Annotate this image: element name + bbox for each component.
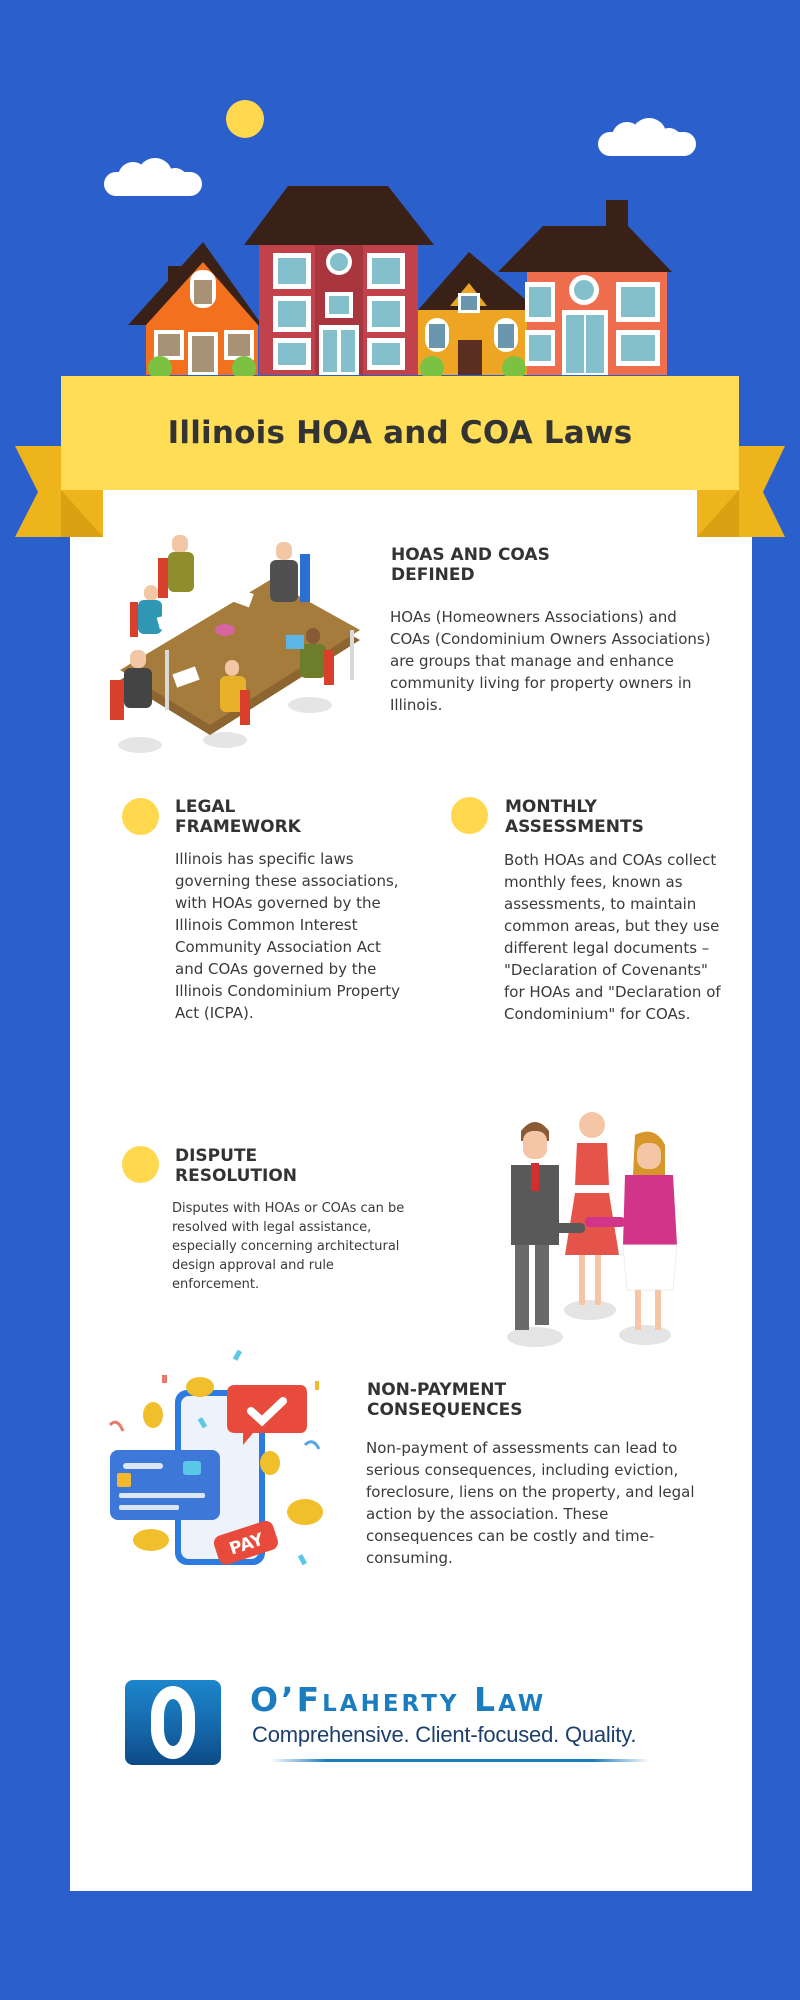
firm-tagline: Comprehensive. Client-focused. Quality.: [252, 1722, 637, 1747]
section-body-legal: Illinois has specific laws governing these associations, with HOAs governed by the Illinois Common Interest Community Association Act and COAs governed by the Illinois Condominium Property Act (ICPA).: [175, 850, 401, 1022]
section-heading-dispute: DISPUTE RESOLUTION: [175, 1146, 298, 1186]
mobile-payment-illustration: [105, 1345, 330, 1575]
section-heading-defined: HOAS AND COAS DEFINED: [391, 545, 550, 585]
section-heading-legal: LEGAL FRAMEWORK: [175, 797, 301, 837]
pay-label: PAY: [226, 1529, 267, 1560]
houses-illustration: [0, 0, 800, 380]
logo-letter-o-icon: [151, 1686, 195, 1759]
red-townhouse-icon: [244, 186, 434, 375]
orange-house-icon: [128, 242, 262, 380]
section-body-non-payment: Non-payment of assessments can lead to serious consequences, including eviction, foreclosure, liens on the property, and legal action by the association. These consequences can be costly and time-consuming.: [366, 1439, 695, 1567]
page-title: Illinois HOA and COA Laws: [167, 415, 633, 451]
section-body-dispute: Disputes with HOAs or COAs can be resolved with legal assistance, especially concerning architectural design approval and rule enforcement.: [172, 1201, 405, 1292]
firm-logo-mark: [125, 1680, 221, 1765]
section-body-assessments: Both HOAs and COAs collect monthly fees, known as assessments, to maintain common areas, but they use different legal documents – "Declaration of Covenants" for HOAs and "Declaration of Condominium" for COAs.: [504, 851, 721, 1023]
bullet-dot-icon: [451, 797, 488, 834]
bullet-dot-icon: [122, 1146, 159, 1183]
section-heading-assessments: MONTHLY ASSESSMENTS: [505, 797, 644, 837]
section-heading-non-payment: NON-PAYMENT CONSEQUENCES: [367, 1380, 523, 1420]
section-body-defined: HOAs (Homeowners Associations) and COAs (Condominium Owners Associations) are groups that manage and enhance community living for property owners in Illinois.: [390, 608, 711, 714]
title-banner: [61, 376, 739, 490]
bullet-dot-icon: [122, 798, 159, 835]
logo-underline-divider: [270, 1759, 650, 1762]
handshake-people-illustration: [495, 1105, 685, 1355]
firm-name: O’Flaherty Law: [250, 1680, 547, 1719]
meeting-table-illustration: [110, 530, 360, 760]
